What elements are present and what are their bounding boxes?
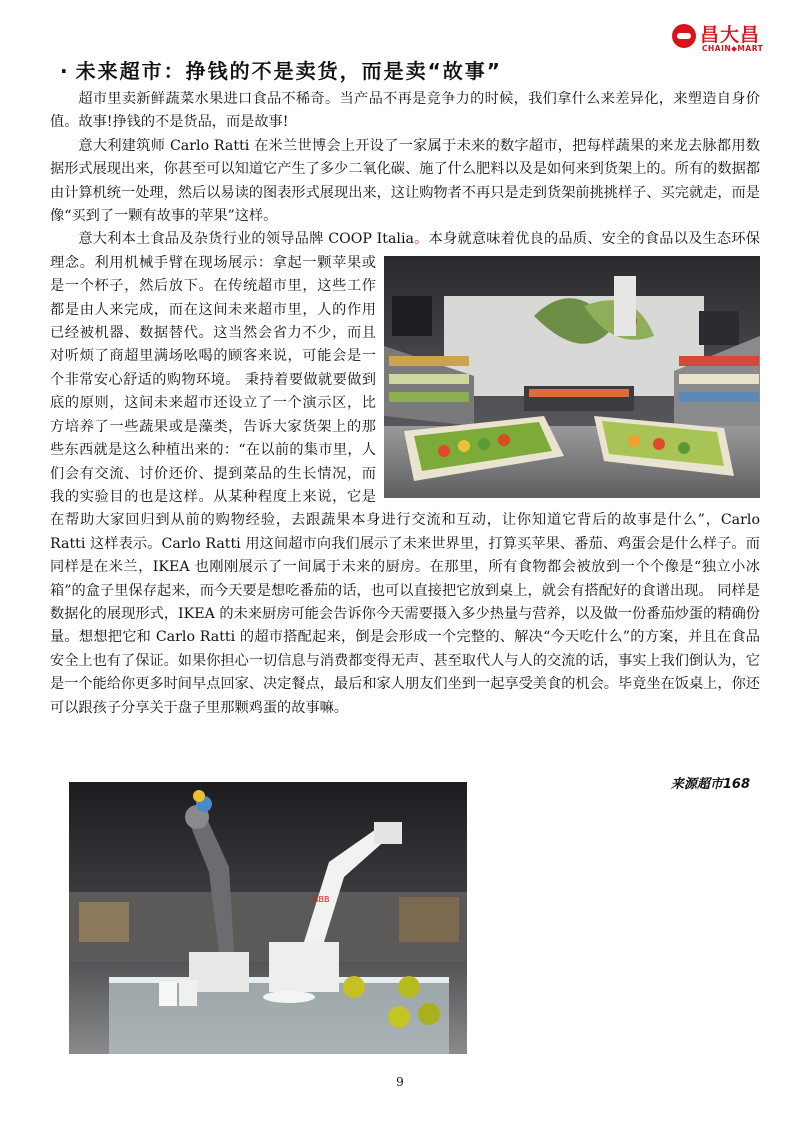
logo-mark-icon — [672, 24, 696, 48]
article-title — [60, 55, 760, 84]
brand-logo — [672, 20, 782, 56]
paragraph-1: 超市里卖新鲜蔬菜水果进口食品不稀奇。当产品不再是竞争力的时候，我们拿什么来差异化，来塑造自身价值。故事!挣钱的不是货品，而是故事! — [50, 91, 760, 131]
logo-chinese-name: 昌大昌 — [700, 24, 761, 46]
logo-english-name: CHAIN◆MART — [702, 44, 764, 53]
title-bullet: · — [60, 59, 70, 83]
paragraph-3-mark: 。 — [413, 231, 429, 248]
article-body — [50, 88, 760, 720]
title-text: 未来超市：挣钱的不是卖货，而是卖“故事” — [75, 59, 502, 83]
paragraph-3 — [50, 228, 760, 720]
page-number: 9 — [396, 1075, 404, 1089]
supermarket-illustration — [384, 256, 760, 498]
paragraph-3-start: 意大利本土食品及杂货行业的领导品牌 COOP Italia — [78, 231, 414, 248]
paragraph-2: 意大利建筑师 Carlo Ratti 在米兰世博会上开设了一家属于未来的数字超市，把每样蔬果的来龙去脉都用数据形式展现出来，你甚至可以知道它产生了多少二氧化碳、施了什么肥料以及是如何来到货架上的。所有的数据都由计算机统一处理，然后以易读的图表形式展现出来，这让购物者不再只是走到货架前挑挑样子、买完就走，而是像“买到了一颗有故事的苹果”这样。 — [50, 137, 760, 225]
source-credit: 来源超市168 — [670, 777, 750, 792]
robot-arm-illustration — [69, 782, 467, 1054]
robot-arm-photo — [69, 782, 467, 1054]
paragraph-3-rest: 本身就意味着优良的品质、安全的食品以及生态环保理念。利用机械手臂在现场展示：拿起一颗苹果或是一个杯子，然后放下。在传统超市里，这些工作都是由人来完成，而在这间未来超市里，人的作用已经被机器、数据替代。这当然会省力不少，而且对听烦了商超里满场吆喝的顾客来说，可能会是一个非常安心舒适的购物环境。 秉持着要做就要做到底的原则，这间未来超市还设立了一个演示区，比方培养了一些蔬果或是藻类，告诉大家货架上的那些东西就是这么种植出来的：“在以前的集市里，人们会有交流、讨价还价、提到菜品的生长情况，而我的实验目的也是这样。从某种程度上来说，它是在帮助大家回归到从前的购物经验，去跟蔬果本身进行交流和互动，让你知道它背后的故事是什么”，Carlo Ratti 这样表示。Carlo Ratti 用这间超市向我们展示了未来世界里，打算买苹果、番茄、鸡蛋会是什么样子。而同样是在米兰，IKEA 也刚刚展示了一间属于未来的厨房。在那里，所有食物都会被放到一个个像是“独立小冰箱”的盒子里保存起来，而今天要是想吃番茄的话，也可以直接把它放到桌上，就会有搭配好的食谱出现。 同样是数据化的展现形式，IKEA 的未来厨房可能会告诉你今天需要摄入多少热量与营养，以及做一份番茄炒蛋的精确份量。想想把它和 Carlo Ratti 的超市搭配起来，倒是会形成一个完整的、解决“今天吃什么”的方案，并且在食品安全上也有了保证。如果你担心一切信息与消费都变得无声、甚至取代人与人的交流的话，事实上我们倒认为，它是一个能给你更多时间早点回家、决定餐点，最后和家人朋友们坐到一起享受美食的机会。毕竟坐在饭桌上，你还可以跟孩子分享关于盘子里那颗鸡蛋的故事嘛。 — [50, 231, 760, 716]
abb-logo: ABB — [313, 895, 330, 904]
supermarket-photo — [384, 256, 760, 498]
